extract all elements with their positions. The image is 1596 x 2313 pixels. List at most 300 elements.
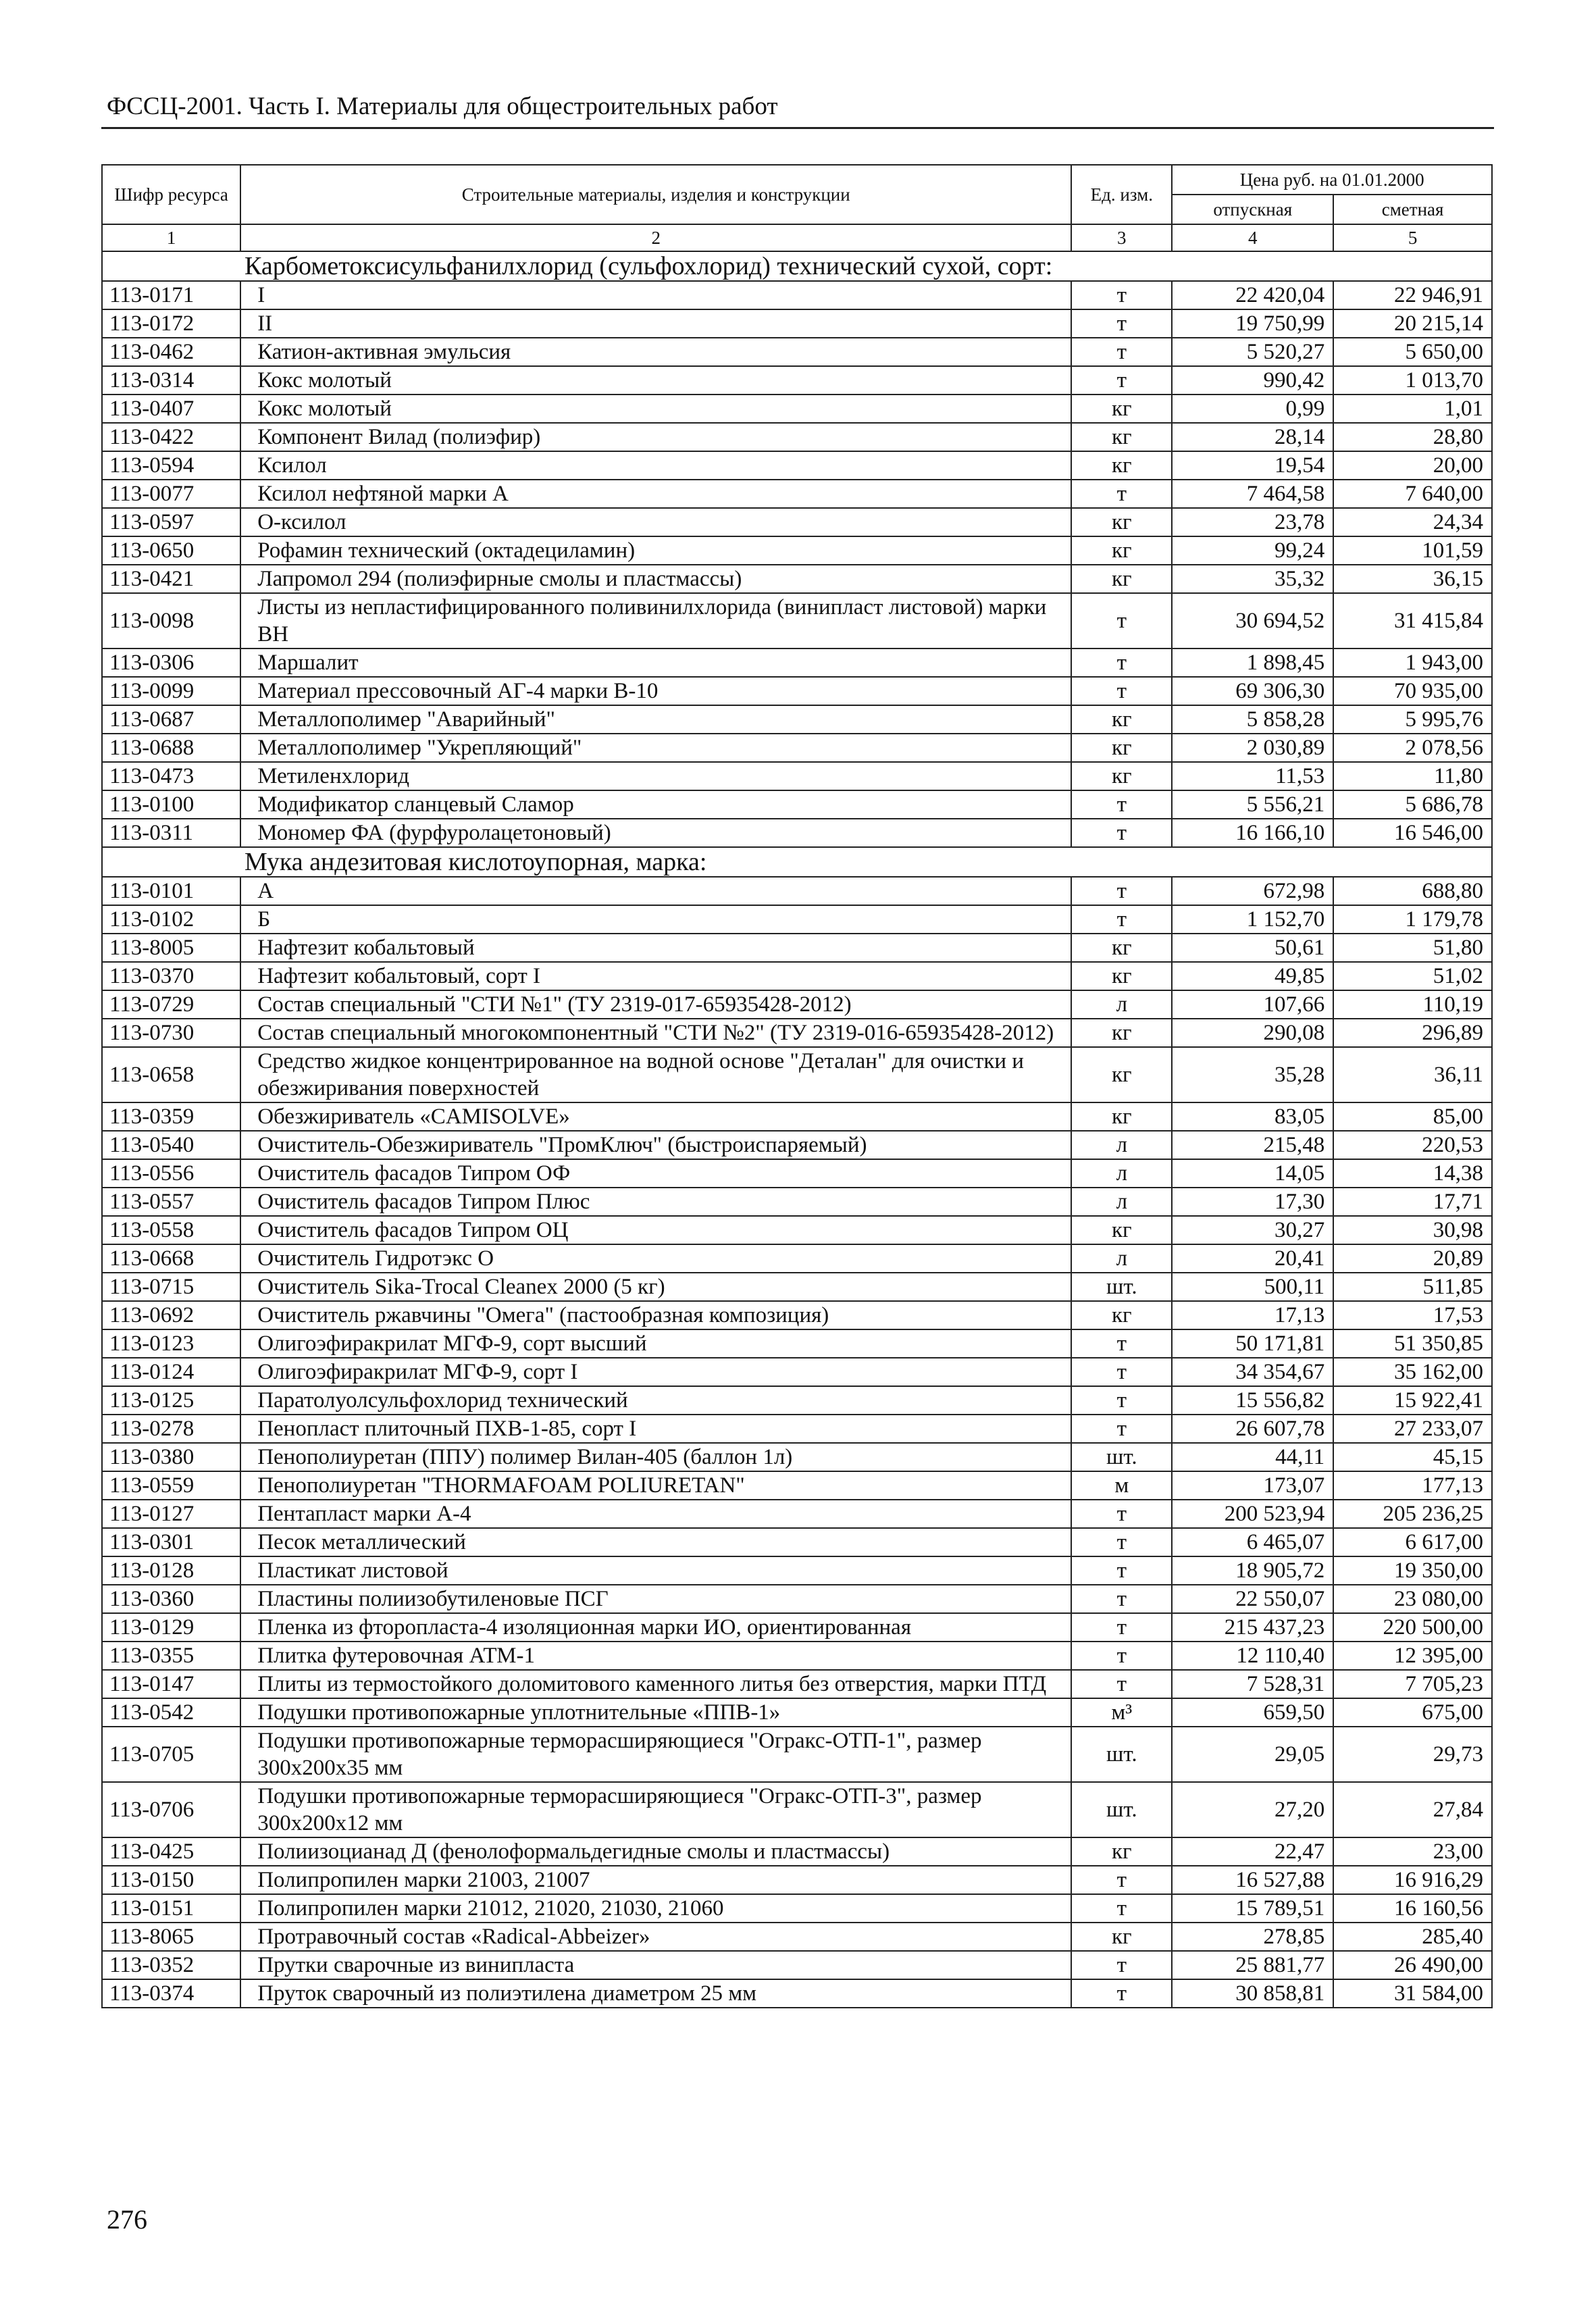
table-row — [102, 1301, 1492, 1329]
estimate-price: 110,19 — [1333, 990, 1492, 1019]
table-row — [102, 877, 1492, 905]
resource-code: 113-0688 — [102, 734, 240, 762]
table-row — [102, 962, 1492, 990]
unit-cell: т — [1071, 281, 1172, 309]
resource-code: 113-0129 — [102, 1613, 240, 1642]
estimate-price: 45,15 — [1333, 1443, 1492, 1471]
table-row — [102, 1613, 1492, 1642]
unit-cell: кг — [1071, 423, 1172, 451]
table-row — [102, 677, 1492, 705]
table-row — [102, 1358, 1492, 1386]
estimate-price: 7 640,00 — [1333, 480, 1492, 508]
table-row — [102, 1443, 1492, 1471]
material-name: Полиизоцианад Д (фенолоформальдегидные смолы и пластмассы) — [240, 1837, 1071, 1866]
estimate-price: 20 215,14 — [1333, 309, 1492, 338]
material-name: Пентапласт марки А-4 — [240, 1500, 1071, 1528]
material-name: Очиститель-Обезжириватель "ПромКлюч" (быстроиспаряемый) — [240, 1131, 1071, 1159]
release-price: 69 306,30 — [1172, 677, 1333, 705]
material-name: Пленка из фторопласта-4 изоляционная марки ИО, ориентированная — [240, 1613, 1071, 1642]
column-number: 3 — [1071, 224, 1172, 251]
table-row — [102, 1500, 1492, 1528]
release-price: 30,27 — [1172, 1216, 1333, 1244]
unit-cell: кг — [1071, 1837, 1172, 1866]
estimate-price: 296,89 — [1333, 1019, 1492, 1047]
unit-cell: кг — [1071, 934, 1172, 962]
table-row — [102, 1131, 1492, 1159]
material-name: Очиститель фасадов Типром Плюс — [240, 1188, 1071, 1216]
unit-cell: кг — [1071, 395, 1172, 423]
material-name: Пластины полиизобутиленовые ПСГ — [240, 1585, 1071, 1613]
unit-cell: кг — [1071, 1301, 1172, 1329]
estimate-price: 17,71 — [1333, 1188, 1492, 1216]
unit-cell: т — [1071, 1670, 1172, 1698]
unit-cell: м³ — [1071, 1698, 1172, 1727]
unit-cell: кг — [1071, 536, 1172, 565]
table-row — [102, 1837, 1492, 1866]
release-price: 22,47 — [1172, 1837, 1333, 1866]
resource-code: 113-0557 — [102, 1188, 240, 1216]
unit-cell: кг — [1071, 508, 1172, 536]
material-name: Песок металлический — [240, 1528, 1071, 1556]
column-number: 5 — [1333, 224, 1492, 251]
table-row — [102, 990, 1492, 1019]
release-price: 99,24 — [1172, 536, 1333, 565]
release-price: 49,85 — [1172, 962, 1333, 990]
table-row — [102, 1188, 1492, 1216]
release-price: 44,11 — [1172, 1443, 1333, 1471]
unit-cell: л — [1071, 990, 1172, 1019]
release-price: 2 030,89 — [1172, 734, 1333, 762]
estimate-price: 16 916,29 — [1333, 1866, 1492, 1894]
unit-cell: т — [1071, 649, 1172, 677]
release-price: 990,42 — [1172, 366, 1333, 395]
resource-code: 113-0314 — [102, 366, 240, 395]
table-row — [102, 508, 1492, 536]
table-header-row — [102, 165, 1492, 195]
table-row — [102, 1923, 1492, 1951]
material-name: Металлополимер "Аварийный" — [240, 705, 1071, 734]
material-name: Пенопласт плиточный ПХВ-1-85, сорт I — [240, 1415, 1071, 1443]
release-price: 50,61 — [1172, 934, 1333, 962]
resource-code: 113-0380 — [102, 1443, 240, 1471]
resource-code: 113-0352 — [102, 1951, 240, 1979]
unit-cell: т — [1071, 1500, 1172, 1528]
release-price: 11,53 — [1172, 762, 1333, 790]
estimate-price: 29,73 — [1333, 1727, 1492, 1782]
resource-code: 113-0407 — [102, 395, 240, 423]
table-row — [102, 762, 1492, 790]
resource-code: 113-0127 — [102, 1500, 240, 1528]
estimate-price: 16 160,56 — [1333, 1894, 1492, 1923]
table-row — [102, 1951, 1492, 1979]
material-name: Металлополимер "Укрепляющий" — [240, 734, 1071, 762]
material-name: Кокс молотый — [240, 366, 1071, 395]
release-price: 278,85 — [1172, 1923, 1333, 1951]
release-price: 12 110,40 — [1172, 1642, 1333, 1670]
material-name: I — [240, 281, 1071, 309]
release-price: 30 694,52 — [1172, 593, 1333, 649]
release-price: 15 789,51 — [1172, 1894, 1333, 1923]
unit-cell: т — [1071, 1585, 1172, 1613]
resource-code: 113-0101 — [102, 877, 240, 905]
unit-cell: т — [1071, 1979, 1172, 2008]
resource-code: 113-0151 — [102, 1894, 240, 1923]
resource-code: 113-0124 — [102, 1358, 240, 1386]
release-price: 290,08 — [1172, 1019, 1333, 1047]
resource-code: 113-0099 — [102, 677, 240, 705]
table-row — [102, 565, 1492, 593]
table-row — [102, 593, 1492, 649]
estimate-price: 1 179,78 — [1333, 905, 1492, 934]
table-row — [102, 366, 1492, 395]
resource-code: 113-0559 — [102, 1471, 240, 1500]
table-row — [102, 1471, 1492, 1500]
table-row — [102, 1019, 1492, 1047]
material-name: Катион-активная эмульсия — [240, 338, 1071, 366]
estimate-price: 36,11 — [1333, 1047, 1492, 1102]
estimate-price: 16 546,00 — [1333, 819, 1492, 847]
material-name: Очиститель ржавчины "Омега" (пастообразная композиция) — [240, 1301, 1071, 1329]
release-price: 18 905,72 — [1172, 1556, 1333, 1585]
estimate-price: 70 935,00 — [1333, 677, 1492, 705]
estimate-price: 220,53 — [1333, 1131, 1492, 1159]
unit-cell: л — [1071, 1159, 1172, 1188]
resource-code: 113-0558 — [102, 1216, 240, 1244]
resource-code: 113-0422 — [102, 423, 240, 451]
unit-cell: л — [1071, 1244, 1172, 1273]
material-name: Подушки противопожарные уплотнительные «ППВ-1» — [240, 1698, 1071, 1727]
unit-cell: т — [1071, 1329, 1172, 1358]
unit-cell: т — [1071, 1894, 1172, 1923]
release-price: 35,32 — [1172, 565, 1333, 593]
table-row — [102, 1894, 1492, 1923]
unit-cell: кг — [1071, 1047, 1172, 1102]
estimate-price: 20,00 — [1333, 451, 1492, 480]
unit-cell: т — [1071, 1642, 1172, 1670]
unit-cell: шт. — [1071, 1782, 1172, 1837]
estimate-price: 1,01 — [1333, 395, 1492, 423]
unit-cell: т — [1071, 480, 1172, 508]
table-row — [102, 734, 1492, 762]
resource-code: 113-0359 — [102, 1102, 240, 1131]
material-name: Средство жидкое концентрированное на водной основе "Деталан" для очистки и обезжиривания поверхностей — [240, 1047, 1071, 1102]
header-name: Строительные материалы, изделия и конструкции — [240, 165, 1071, 224]
resource-code: 113-0705 — [102, 1727, 240, 1782]
header-code: Шифр ресурса — [102, 165, 240, 224]
estimate-price: 5 650,00 — [1333, 338, 1492, 366]
section-row — [102, 251, 1492, 281]
resource-code: 113-0462 — [102, 338, 240, 366]
release-price: 35,28 — [1172, 1047, 1333, 1102]
estimate-price: 14,38 — [1333, 1159, 1492, 1188]
estimate-price: 101,59 — [1333, 536, 1492, 565]
resource-code: 113-0125 — [102, 1386, 240, 1415]
column-number: 4 — [1172, 224, 1333, 251]
release-price: 20,41 — [1172, 1244, 1333, 1273]
estimate-price: 24,34 — [1333, 508, 1492, 536]
material-name: Подушки противопожарные терморасширяющиеся "Огракс-ОТП-1", размер 300х200х35 мм — [240, 1727, 1071, 1782]
estimate-price: 85,00 — [1333, 1102, 1492, 1131]
material-name: Олигоэфиракрилат МГФ-9, сорт I — [240, 1358, 1071, 1386]
resource-code: 113-0311 — [102, 819, 240, 847]
material-name: Метиленхлорид — [240, 762, 1071, 790]
price-table — [101, 164, 1493, 2008]
release-price: 25 881,77 — [1172, 1951, 1333, 1979]
resource-code: 113-0715 — [102, 1273, 240, 1301]
resource-code: 113-0692 — [102, 1301, 240, 1329]
release-price: 0,99 — [1172, 395, 1333, 423]
material-name: Б — [240, 905, 1071, 934]
material-name: Нафтезит кобальтовый — [240, 934, 1071, 962]
release-price: 17,30 — [1172, 1188, 1333, 1216]
table-row — [102, 649, 1492, 677]
resource-code: 113-0147 — [102, 1670, 240, 1698]
table-row — [102, 905, 1492, 934]
unit-cell: т — [1071, 819, 1172, 847]
unit-cell: т — [1071, 1556, 1172, 1585]
price-table-container — [101, 164, 1493, 2008]
resource-code: 113-0278 — [102, 1415, 240, 1443]
unit-cell: кг — [1071, 1019, 1172, 1047]
resource-code: 113-0128 — [102, 1556, 240, 1585]
resource-code: 113-0123 — [102, 1329, 240, 1358]
material-name: Кокс молотый — [240, 395, 1071, 423]
release-price: 16 166,10 — [1172, 819, 1333, 847]
material-name: Паратолуолсульфохлорид технический — [240, 1386, 1071, 1415]
estimate-price: 19 350,00 — [1333, 1556, 1492, 1585]
unit-cell: т — [1071, 1358, 1172, 1386]
table-row — [102, 395, 1492, 423]
material-name: Состав специальный "СТИ №1" (ТУ 2319-017-65935428-2012) — [240, 990, 1071, 1019]
release-price: 83,05 — [1172, 1102, 1333, 1131]
release-price: 15 556,82 — [1172, 1386, 1333, 1415]
material-name: Пенополиуретан "THORMAFOAM POLIURETAN" — [240, 1471, 1071, 1500]
material-name: Пластикат листовой — [240, 1556, 1071, 1585]
resource-code: 113-0730 — [102, 1019, 240, 1047]
material-name: Очиститель Гидротэкс О — [240, 1244, 1071, 1273]
material-name: Очиститель Sika-Trocal Cleanex 2000 (5 кг) — [240, 1273, 1071, 1301]
table-row — [102, 480, 1492, 508]
header-unit: Ед. изм. — [1071, 165, 1172, 224]
table-row — [102, 819, 1492, 847]
table-body — [102, 224, 1492, 2008]
material-name: Очиститель фасадов Типром ОФ — [240, 1159, 1071, 1188]
release-price: 29,05 — [1172, 1727, 1333, 1782]
estimate-price: 5 686,78 — [1333, 790, 1492, 819]
resource-code: 113-0102 — [102, 905, 240, 934]
material-name: Пруток сварочный из полиэтилена диаметром 25 мм — [240, 1979, 1071, 2008]
header-release-price: отпускная — [1172, 195, 1333, 224]
resource-code: 113-0687 — [102, 705, 240, 734]
material-name: Рофамин технический (октадециламин) — [240, 536, 1071, 565]
header-price: Цена руб. на 01.01.2000 — [1172, 165, 1492, 195]
page-title: ФССЦ-2001. Часть I. Материалы для общестроительных работ — [107, 93, 778, 120]
release-price: 17,13 — [1172, 1301, 1333, 1329]
unit-cell: т — [1071, 1613, 1172, 1642]
resource-code: 113-0473 — [102, 762, 240, 790]
table-row — [102, 536, 1492, 565]
resource-code: 113-0374 — [102, 1979, 240, 2008]
resource-code: 113-0355 — [102, 1642, 240, 1670]
table-row — [102, 790, 1492, 819]
estimate-price: 205 236,25 — [1333, 1500, 1492, 1528]
table-row — [102, 423, 1492, 451]
estimate-price: 22 946,91 — [1333, 281, 1492, 309]
resource-code: 113-0542 — [102, 1698, 240, 1727]
material-name: А — [240, 877, 1071, 905]
estimate-price: 27 233,07 — [1333, 1415, 1492, 1443]
estimate-price: 675,00 — [1333, 1698, 1492, 1727]
release-price: 107,66 — [1172, 990, 1333, 1019]
release-price: 19 750,99 — [1172, 309, 1333, 338]
table-row — [102, 309, 1492, 338]
table-row — [102, 1329, 1492, 1358]
release-price: 200 523,94 — [1172, 1500, 1333, 1528]
table-row — [102, 281, 1492, 309]
table-row — [102, 1273, 1492, 1301]
material-name: Ксилол — [240, 451, 1071, 480]
estimate-price: 7 705,23 — [1333, 1670, 1492, 1698]
resource-code: 113-0668 — [102, 1244, 240, 1273]
unit-cell: т — [1071, 366, 1172, 395]
unit-cell: кг — [1071, 1923, 1172, 1951]
table-row — [102, 934, 1492, 962]
material-name: Олигоэфиракрилат МГФ-9, сорт высший — [240, 1329, 1071, 1358]
resource-code: 113-0306 — [102, 649, 240, 677]
resource-code: 113-0658 — [102, 1047, 240, 1102]
unit-cell: т — [1071, 790, 1172, 819]
resource-code: 113-0594 — [102, 451, 240, 480]
resource-code: 113-0370 — [102, 962, 240, 990]
unit-cell: т — [1071, 905, 1172, 934]
table-row — [102, 1782, 1492, 1837]
release-price: 7 528,31 — [1172, 1670, 1333, 1698]
estimate-price: 35 162,00 — [1333, 1358, 1492, 1386]
material-name: Очиститель фасадов Типром ОЦ — [240, 1216, 1071, 1244]
unit-cell: м — [1071, 1471, 1172, 1500]
estimate-price: 11,80 — [1333, 762, 1492, 790]
unit-cell: т — [1071, 877, 1172, 905]
resource-code: 113-0425 — [102, 1837, 240, 1866]
resource-code: 113-0540 — [102, 1131, 240, 1159]
resource-code: 113-0556 — [102, 1159, 240, 1188]
release-price: 659,50 — [1172, 1698, 1333, 1727]
table-row — [102, 1866, 1492, 1894]
material-name: Материал прессовочный АГ-4 марки В-10 — [240, 677, 1071, 705]
table-row — [102, 1386, 1492, 1415]
estimate-price: 31 415,84 — [1333, 593, 1492, 649]
release-price: 5 520,27 — [1172, 338, 1333, 366]
table-row — [102, 1979, 1492, 2008]
release-price: 16 527,88 — [1172, 1866, 1333, 1894]
estimate-price: 26 490,00 — [1333, 1951, 1492, 1979]
estimate-price: 2 078,56 — [1333, 734, 1492, 762]
release-price: 672,98 — [1172, 877, 1333, 905]
release-price: 28,14 — [1172, 423, 1333, 451]
resource-code: 113-0171 — [102, 281, 240, 309]
unit-cell: т — [1071, 1415, 1172, 1443]
material-name: О-ксилол — [240, 508, 1071, 536]
table-row — [102, 1159, 1492, 1188]
estimate-price: 20,89 — [1333, 1244, 1492, 1273]
release-price: 22 420,04 — [1172, 281, 1333, 309]
release-price: 215,48 — [1172, 1131, 1333, 1159]
page-number: 276 — [107, 2204, 147, 2235]
release-price: 1 152,70 — [1172, 905, 1333, 934]
page-header — [101, 86, 1494, 129]
resource-code: 113-0172 — [102, 309, 240, 338]
section-title: Карбометоксисульфанилхлорид (сульфохлорид) технический сухой, сорт: — [102, 251, 1492, 281]
material-name: Пенополиуретан (ППУ) полимер Вилан-405 (баллон 1л) — [240, 1443, 1071, 1471]
material-name: Прутки сварочные из винипласта — [240, 1951, 1071, 1979]
unit-cell: т — [1071, 1386, 1172, 1415]
release-price: 19,54 — [1172, 451, 1333, 480]
material-name: Листы из непластифицированного поливинилхлорида (винипласт листовой) марки ВН — [240, 593, 1071, 649]
estimate-price: 36,15 — [1333, 565, 1492, 593]
unit-cell: л — [1071, 1188, 1172, 1216]
table-row — [102, 1415, 1492, 1443]
resource-code: 113-0150 — [102, 1866, 240, 1894]
unit-cell: т — [1071, 1528, 1172, 1556]
table-row — [102, 1047, 1492, 1102]
table-row — [102, 1727, 1492, 1782]
table-row — [102, 1528, 1492, 1556]
table-row — [102, 451, 1492, 480]
unit-cell: кг — [1071, 762, 1172, 790]
table-row — [102, 1102, 1492, 1131]
unit-cell: шт. — [1071, 1443, 1172, 1471]
material-name: Протравочный состав «Radical-Abbeizer» — [240, 1923, 1071, 1951]
unit-cell: шт. — [1071, 1727, 1172, 1782]
material-name: Плитка футеровочная АТМ-1 — [240, 1642, 1071, 1670]
material-name: Полипропилен марки 21003, 21007 — [240, 1866, 1071, 1894]
estimate-price: 31 584,00 — [1333, 1979, 1492, 2008]
material-name: Мономер ФА (фурфуролацетоновый) — [240, 819, 1071, 847]
unit-cell: т — [1071, 593, 1172, 649]
release-price: 34 354,67 — [1172, 1358, 1333, 1386]
estimate-price: 220 500,00 — [1333, 1613, 1492, 1642]
estimate-price: 51,80 — [1333, 934, 1492, 962]
estimate-price: 15 922,41 — [1333, 1386, 1492, 1415]
resource-code: 113-0100 — [102, 790, 240, 819]
resource-code: 113-0360 — [102, 1585, 240, 1613]
estimate-price: 688,80 — [1333, 877, 1492, 905]
resource-code: 113-0729 — [102, 990, 240, 1019]
resource-code: 113-0597 — [102, 508, 240, 536]
unit-cell: кг — [1071, 1102, 1172, 1131]
release-price: 14,05 — [1172, 1159, 1333, 1188]
resource-code: 113-8065 — [102, 1923, 240, 1951]
estimate-price: 30,98 — [1333, 1216, 1492, 1244]
resource-code: 113-0706 — [102, 1782, 240, 1837]
unit-cell: шт. — [1071, 1273, 1172, 1301]
estimate-price: 23,00 — [1333, 1837, 1492, 1866]
release-price: 215 437,23 — [1172, 1613, 1333, 1642]
estimate-price: 1 013,70 — [1333, 366, 1492, 395]
estimate-price: 177,13 — [1333, 1471, 1492, 1500]
table-row — [102, 1670, 1492, 1698]
estimate-price: 12 395,00 — [1333, 1642, 1492, 1670]
column-number: 1 — [102, 224, 240, 251]
material-name: Плиты из термостойкого доломитового каменного литья без отверстия, марки ПТД — [240, 1670, 1071, 1698]
release-price: 5 858,28 — [1172, 705, 1333, 734]
material-name: Модификатор сланцевый Сламор — [240, 790, 1071, 819]
estimate-price: 28,80 — [1333, 423, 1492, 451]
material-name: Нафтезит кобальтовый, сорт I — [240, 962, 1071, 990]
estimate-price: 51 350,85 — [1333, 1329, 1492, 1358]
release-price: 1 898,45 — [1172, 649, 1333, 677]
table-row — [102, 1556, 1492, 1585]
